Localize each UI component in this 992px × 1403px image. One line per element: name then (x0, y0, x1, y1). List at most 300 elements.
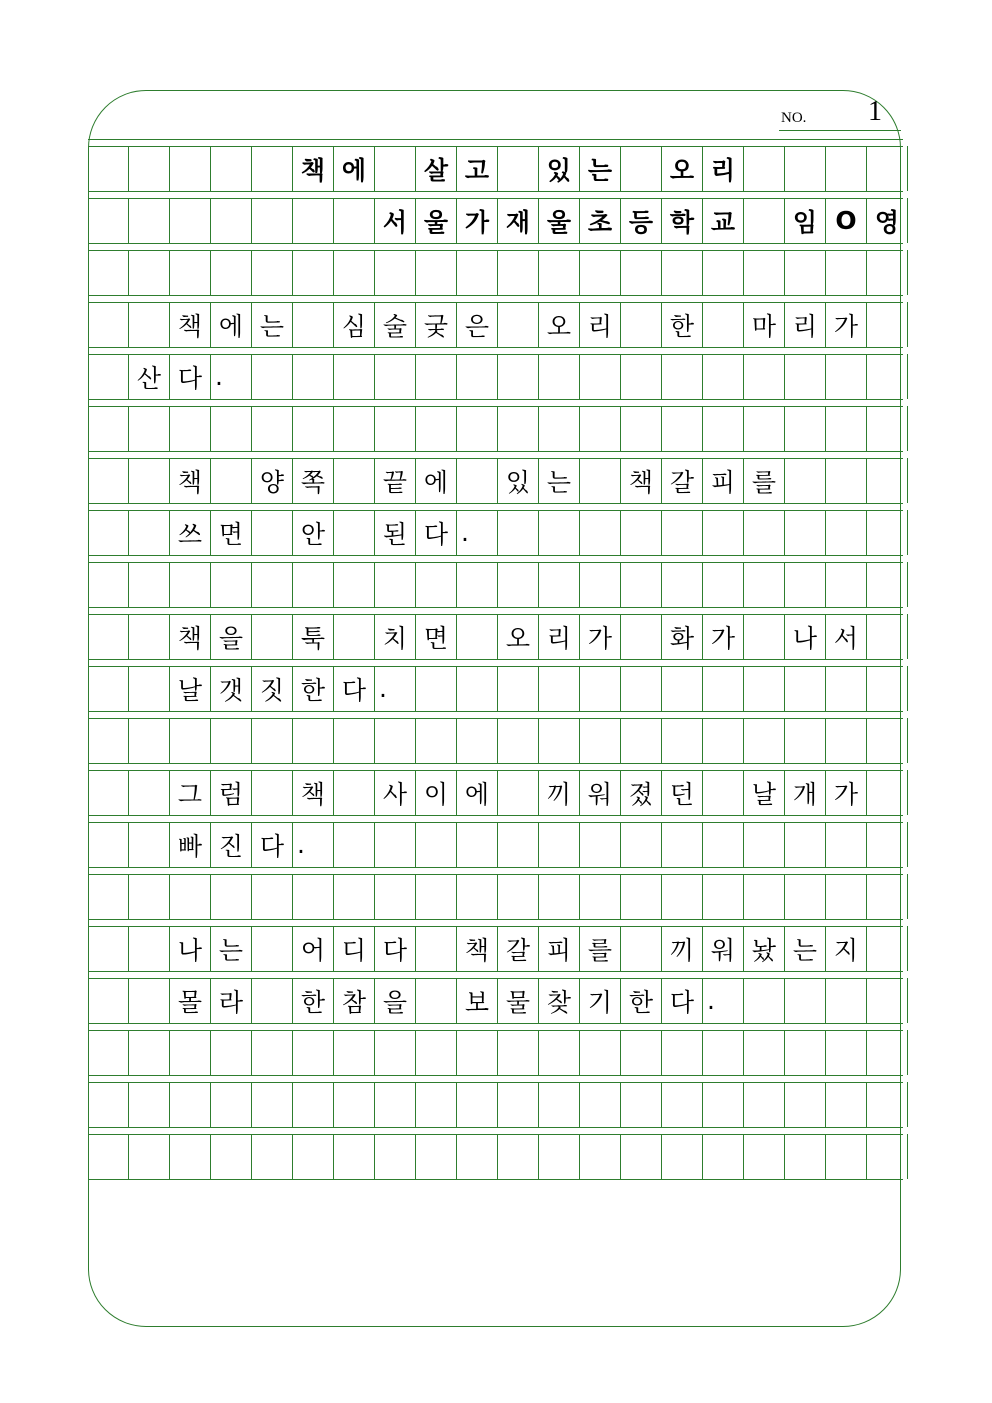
manuscript-cell (703, 822, 744, 867)
manuscript-cell (252, 874, 293, 919)
manuscript-cell (211, 250, 252, 295)
manuscript-cell (826, 146, 867, 191)
manuscript-cell: 오 (498, 614, 539, 659)
manuscript-cell (416, 250, 457, 295)
manuscript-cell (580, 562, 621, 607)
manuscript-cell (129, 770, 170, 815)
manuscript-cell (785, 146, 826, 191)
manuscript-row (88, 659, 903, 711)
manuscript-cell: 임 (785, 198, 826, 243)
manuscript-cell (211, 458, 252, 503)
manuscript-cell (662, 666, 703, 711)
manuscript-cell (170, 718, 211, 763)
manuscript-cell (539, 822, 580, 867)
manuscript-cell: 날 (170, 666, 211, 711)
manuscript-cell: 참 (334, 978, 375, 1023)
manuscript-cell (703, 1134, 744, 1179)
manuscript-row (88, 139, 903, 191)
manuscript-cell: 안 (293, 510, 334, 555)
manuscript-cell (498, 406, 539, 451)
manuscript-cell (744, 1082, 785, 1127)
manuscript-row (88, 191, 903, 243)
manuscript-cell (334, 1134, 375, 1179)
manuscript-cell (744, 1134, 785, 1179)
manuscript-cell: 재 (498, 198, 539, 243)
manuscript-cell (457, 458, 498, 503)
manuscript-cell (252, 562, 293, 607)
manuscript-cell (457, 718, 498, 763)
manuscript-cell (129, 562, 170, 607)
manuscript-cell (375, 1134, 416, 1179)
manuscript-cell (662, 822, 703, 867)
manuscript-cell (293, 354, 334, 399)
manuscript-cell (375, 250, 416, 295)
manuscript-cell (826, 1134, 867, 1179)
manuscript-cell (662, 510, 703, 555)
manuscript-row (88, 451, 903, 503)
manuscript-cell (334, 1082, 375, 1127)
ruled-line (88, 503, 903, 504)
manuscript-cell (498, 510, 539, 555)
ruled-line (88, 815, 903, 816)
ruled-line (88, 1127, 903, 1128)
manuscript-cell (211, 718, 252, 763)
manuscript-cell (293, 1030, 334, 1075)
manuscript-cell (785, 250, 826, 295)
manuscript-cell (88, 354, 129, 399)
manuscript-cell (211, 1082, 252, 1127)
manuscript-cell (252, 354, 293, 399)
manuscript-cell (375, 406, 416, 451)
manuscript-cell (785, 666, 826, 711)
manuscript-cell: 책 (293, 770, 334, 815)
manuscript-cell: 라 (211, 978, 252, 1023)
manuscript-cell (88, 458, 129, 503)
manuscript-cell (129, 614, 170, 659)
manuscript-cell: 는 (252, 302, 293, 347)
manuscript-cell: 영 (867, 198, 908, 243)
manuscript-cell: 등 (621, 198, 662, 243)
manuscript-cell (539, 406, 580, 451)
manuscript-cell: 피 (539, 926, 580, 971)
manuscript-cell (621, 510, 662, 555)
manuscript-cell: 울 (416, 198, 457, 243)
manuscript-cell (170, 250, 211, 295)
manuscript-cell (621, 926, 662, 971)
manuscript-cell (334, 1030, 375, 1075)
manuscript-cell (621, 562, 662, 607)
manuscript-cell (416, 354, 457, 399)
manuscript-cell: 면 (416, 614, 457, 659)
manuscript-cell (498, 1082, 539, 1127)
ruled-line (88, 867, 903, 868)
manuscript-cell (252, 510, 293, 555)
manuscript-cell (375, 562, 416, 607)
manuscript-cell (129, 1134, 170, 1179)
manuscript-cell: 를 (580, 926, 621, 971)
manuscript-cell (621, 666, 662, 711)
manuscript-cell (88, 146, 129, 191)
manuscript-cell: 갈 (498, 926, 539, 971)
manuscript-cell (867, 406, 908, 451)
manuscript-cell (867, 978, 908, 1023)
ruled-line (88, 451, 903, 452)
manuscript-cell (703, 354, 744, 399)
manuscript-cell (416, 666, 457, 711)
manuscript-cell (785, 510, 826, 555)
manuscript-cell (867, 926, 908, 971)
manuscript-cell: 어 (293, 926, 334, 971)
manuscript-cell (457, 1030, 498, 1075)
manuscript-cell (498, 354, 539, 399)
manuscript-cell: 워 (703, 926, 744, 971)
manuscript-cell (252, 1082, 293, 1127)
manuscript-cell (539, 1030, 580, 1075)
manuscript-cell: 끼 (539, 770, 580, 815)
manuscript-cell (580, 510, 621, 555)
manuscript-cell: 쓰 (170, 510, 211, 555)
manuscript-row (88, 711, 903, 763)
manuscript-cell: 울 (539, 198, 580, 243)
manuscript-cell (416, 978, 457, 1023)
manuscript-cell: 던 (662, 770, 703, 815)
manuscript-cell: 에 (334, 146, 375, 191)
manuscript-cell (88, 198, 129, 243)
ruled-line (88, 919, 903, 920)
manuscript-cell (416, 406, 457, 451)
manuscript-cell (375, 822, 416, 867)
manuscript-cell: 다 (334, 666, 375, 711)
manuscript-cell (662, 562, 703, 607)
manuscript-cell (457, 614, 498, 659)
manuscript-cell (785, 406, 826, 451)
manuscript-cell (580, 822, 621, 867)
manuscript-cell (703, 1082, 744, 1127)
manuscript-cell: 다 (252, 822, 293, 867)
manuscript-cell (416, 1030, 457, 1075)
manuscript-cell (744, 250, 785, 295)
manuscript-cell (703, 770, 744, 815)
manuscript-cell (621, 146, 662, 191)
manuscript-cell: 심 (334, 302, 375, 347)
manuscript-cell (539, 250, 580, 295)
manuscript-cell (88, 406, 129, 451)
manuscript-cell: 찾 (539, 978, 580, 1023)
manuscript-cell: 책 (170, 614, 211, 659)
manuscript-cell (580, 666, 621, 711)
manuscript-cell (498, 302, 539, 347)
manuscript-cell (621, 822, 662, 867)
ruled-line (88, 139, 903, 140)
manuscript-cell (867, 302, 908, 347)
manuscript-cell: 산 (129, 354, 170, 399)
manuscript-cell: 초 (580, 198, 621, 243)
manuscript-cell (867, 146, 908, 191)
ruled-line (88, 1075, 903, 1076)
manuscript-cell (416, 874, 457, 919)
manuscript-cell (498, 874, 539, 919)
manuscript-cell (621, 1082, 662, 1127)
manuscript-cell: 쪽 (293, 458, 334, 503)
manuscript-cell (785, 354, 826, 399)
manuscript-cell: 오 (539, 302, 580, 347)
manuscript-cell (88, 1082, 129, 1127)
manuscript-cell: 있 (498, 458, 539, 503)
manuscript-cell (457, 250, 498, 295)
manuscript-cell (580, 406, 621, 451)
manuscript-cell (703, 250, 744, 295)
page-number-underline (779, 130, 901, 131)
manuscript-cell (334, 614, 375, 659)
manuscript-cell: 는 (211, 926, 252, 971)
ruled-line (88, 1179, 903, 1180)
manuscript-cell (785, 718, 826, 763)
manuscript-cell: 책 (621, 458, 662, 503)
manuscript-cell (293, 1082, 334, 1127)
manuscript-cell (826, 250, 867, 295)
manuscript-row (88, 1075, 903, 1127)
manuscript-cell: 는 (580, 146, 621, 191)
ruled-line (88, 399, 903, 400)
manuscript-cell (621, 1134, 662, 1179)
manuscript-cell: 가 (457, 198, 498, 243)
manuscript-cell (252, 614, 293, 659)
manuscript-cell: 몰 (170, 978, 211, 1023)
manuscript-cell (662, 1030, 703, 1075)
manuscript-cell (252, 718, 293, 763)
manuscript-cell (744, 718, 785, 763)
manuscript-cell (826, 822, 867, 867)
manuscript-cell: 다 (375, 926, 416, 971)
manuscript-cell (211, 874, 252, 919)
manuscript-cell (744, 822, 785, 867)
manuscript-cell (580, 458, 621, 503)
manuscript-cell (129, 302, 170, 347)
manuscript-row (88, 243, 903, 295)
ruled-line (88, 243, 903, 244)
manuscript-cell (621, 354, 662, 399)
manuscript-cell (744, 874, 785, 919)
manuscript-cell (867, 562, 908, 607)
manuscript-cell (170, 198, 211, 243)
manuscript-cell (703, 1030, 744, 1075)
ruled-line (88, 607, 903, 608)
manuscript-row (88, 1127, 903, 1179)
manuscript-cell: 사 (375, 770, 416, 815)
manuscript-cell: . (293, 822, 334, 867)
manuscript-row (88, 763, 903, 815)
manuscript-cell (785, 978, 826, 1023)
manuscript-cell (867, 770, 908, 815)
manuscript-row (88, 503, 903, 555)
manuscript-cell: 가 (580, 614, 621, 659)
page-number-label: NO. (781, 110, 807, 126)
ruled-line (88, 555, 903, 556)
manuscript-cell (252, 250, 293, 295)
manuscript-cell (867, 874, 908, 919)
manuscript-cell (621, 718, 662, 763)
manuscript-cell (867, 822, 908, 867)
manuscript-cell: 다 (662, 978, 703, 1023)
manuscript-cell (211, 1030, 252, 1075)
manuscript-cell (826, 406, 867, 451)
manuscript-cell: 리 (580, 302, 621, 347)
manuscript-cell: 고 (457, 146, 498, 191)
manuscript-cell (744, 1030, 785, 1075)
manuscript-cell: 보 (457, 978, 498, 1023)
manuscript-cell (334, 874, 375, 919)
manuscript-cell (375, 146, 416, 191)
manuscript-cell (785, 1134, 826, 1179)
manuscript-cell (867, 1082, 908, 1127)
manuscript-cell (375, 1082, 416, 1127)
manuscript-cell: 있 (539, 146, 580, 191)
manuscript-cell (211, 146, 252, 191)
manuscript-cell (539, 562, 580, 607)
manuscript-cell (826, 510, 867, 555)
manuscript-cell: 책 (170, 302, 211, 347)
manuscript-cell (703, 510, 744, 555)
manuscript-cell (785, 874, 826, 919)
manuscript-cell (539, 510, 580, 555)
manuscript-cell (744, 198, 785, 243)
manuscript-cell (334, 770, 375, 815)
manuscript-cell (211, 198, 252, 243)
manuscript-cell (662, 874, 703, 919)
manuscript-cell: 빠 (170, 822, 211, 867)
manuscript-cell: 화 (662, 614, 703, 659)
manuscript-cell (662, 1082, 703, 1127)
manuscript-cell (170, 1134, 211, 1179)
manuscript-cell (252, 770, 293, 815)
page-number-value: 1 (868, 96, 882, 127)
manuscript-cell (744, 614, 785, 659)
manuscript-cell (88, 250, 129, 295)
manuscript-cell: 기 (580, 978, 621, 1023)
manuscript-cell: 치 (375, 614, 416, 659)
manuscript-cell (293, 718, 334, 763)
manuscript-cell (88, 770, 129, 815)
manuscript-cell: 한 (293, 978, 334, 1023)
manuscript-cell (785, 1030, 826, 1075)
manuscript-cell (211, 406, 252, 451)
manuscript-cell (293, 198, 334, 243)
manuscript-cell: . (703, 978, 744, 1023)
manuscript-cell (744, 146, 785, 191)
manuscript-cell: 개 (785, 770, 826, 815)
manuscript-cell: 가 (703, 614, 744, 659)
manuscript-cell: 이 (416, 770, 457, 815)
ruled-line (88, 295, 903, 296)
manuscript-cell: 를 (744, 458, 785, 503)
manuscript-cell: 갯 (211, 666, 252, 711)
manuscript-cell (744, 666, 785, 711)
manuscript-cell: 을 (375, 978, 416, 1023)
manuscript-cell (785, 458, 826, 503)
manuscript-cell (334, 406, 375, 451)
manuscript-cell (334, 510, 375, 555)
ruled-line (88, 347, 903, 348)
manuscript-cell: 가 (826, 770, 867, 815)
manuscript-cell: . (457, 510, 498, 555)
manuscript-row (88, 399, 903, 451)
manuscript-cell (662, 406, 703, 451)
manuscript-row (88, 1023, 903, 1075)
manuscript-cell (129, 874, 170, 919)
manuscript-cell (252, 926, 293, 971)
manuscript-cell (498, 146, 539, 191)
manuscript-cell (375, 718, 416, 763)
manuscript-cell (252, 406, 293, 451)
manuscript-cell (703, 406, 744, 451)
manuscript-cell (170, 562, 211, 607)
manuscript-cell: 는 (539, 458, 580, 503)
manuscript-cell: 나 (785, 614, 826, 659)
manuscript-cell (88, 510, 129, 555)
manuscript-cell: 리 (703, 146, 744, 191)
manuscript-cell: 서 (826, 614, 867, 659)
manuscript-cell (252, 146, 293, 191)
manuscript-cell (867, 510, 908, 555)
manuscript-cell (457, 354, 498, 399)
manuscript-cell: 면 (211, 510, 252, 555)
manuscript-cell: 끝 (375, 458, 416, 503)
manuscript-cell: 책 (457, 926, 498, 971)
manuscript-cell (88, 822, 129, 867)
manuscript-cell (539, 354, 580, 399)
manuscript-cell: 피 (703, 458, 744, 503)
manuscript-cell: 날 (744, 770, 785, 815)
manuscript-cell (785, 1082, 826, 1127)
manuscript-cell (498, 822, 539, 867)
manuscript-row (88, 971, 903, 1023)
manuscript-cell (170, 874, 211, 919)
manuscript-cell: 리 (785, 302, 826, 347)
manuscript-cell: 툭 (293, 614, 334, 659)
manuscript-cell (88, 1030, 129, 1075)
manuscript-cell (416, 718, 457, 763)
manuscript-cell (867, 250, 908, 295)
manuscript-cell: 양 (252, 458, 293, 503)
manuscript-cell (744, 510, 785, 555)
manuscript-cell (375, 354, 416, 399)
manuscript-cell: 진 (211, 822, 252, 867)
manuscript-cell (416, 562, 457, 607)
manuscript-cell (703, 302, 744, 347)
manuscript-cell: . (211, 354, 252, 399)
manuscript-cell (416, 926, 457, 971)
manuscript-cell (293, 250, 334, 295)
manuscript-cell (498, 250, 539, 295)
manuscript-cell (826, 666, 867, 711)
manuscript-cell (826, 978, 867, 1023)
manuscript-cell (170, 1082, 211, 1127)
manuscript-cell (621, 614, 662, 659)
manuscript-cell (785, 562, 826, 607)
manuscript-cell: 책 (170, 458, 211, 503)
manuscript-cell (88, 874, 129, 919)
manuscript-cell (457, 562, 498, 607)
manuscript-cell: 지 (826, 926, 867, 971)
manuscript-cell (252, 198, 293, 243)
manuscript-cell (580, 1082, 621, 1127)
manuscript-cell: 오 (662, 146, 703, 191)
manuscript-cell: 럼 (211, 770, 252, 815)
manuscript-cell: 한 (293, 666, 334, 711)
manuscript-cell (457, 822, 498, 867)
manuscript-cell (416, 822, 457, 867)
manuscript-cell (867, 666, 908, 711)
